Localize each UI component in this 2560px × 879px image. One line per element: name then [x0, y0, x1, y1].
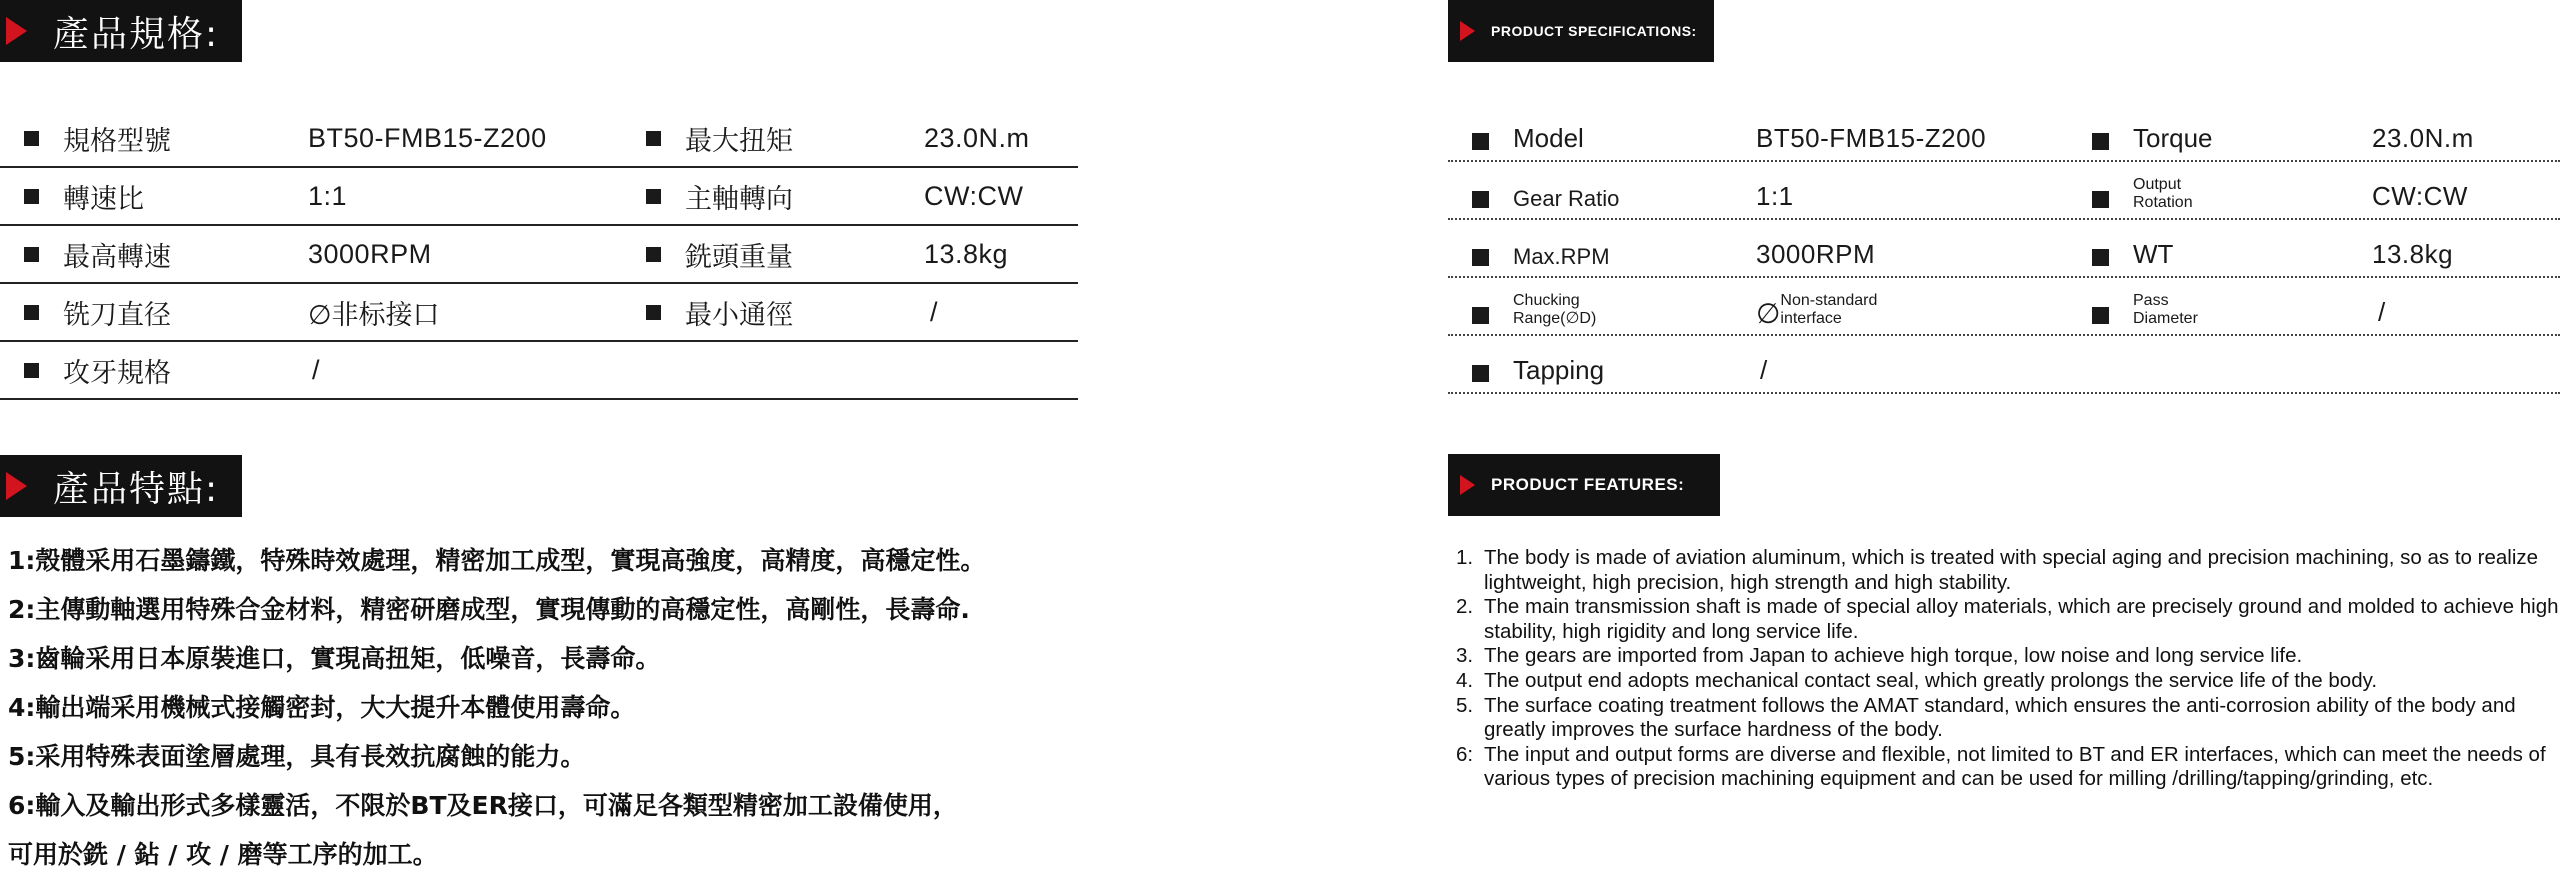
en-label: Model: [1513, 123, 1584, 153]
en-label: WT: [2133, 239, 2174, 269]
en-value: Non-standard: [1780, 292, 1878, 309]
cn-spec-header: [0, 0, 242, 62]
cn-feature-item: 6:輸入及輸出形式多樣靈活，不限於BT及ER接口，可滿足各類型精密加工設備使用，: [8, 791, 958, 820]
square-bullet-icon: [2092, 191, 2109, 208]
en-value: 3000RPM: [1756, 239, 1876, 269]
cn-value: CW:CW: [924, 180, 1024, 211]
en-spec-row: [1448, 104, 2560, 162]
en-value: CW:CW: [2372, 181, 2468, 211]
cn-label: 規格型號: [63, 125, 171, 157]
en-label: Torque: [2133, 123, 2213, 153]
en-spec-row: [1448, 162, 2560, 220]
square-bullet-icon: [24, 131, 39, 146]
square-bullet-icon: [646, 131, 661, 146]
cn-feature-item: 3:齒輪采用日本原裝進口，實現高扭矩，低噪音，長壽命。: [8, 644, 661, 673]
square-bullet-icon: [1472, 307, 1489, 324]
cn-value: /: [312, 354, 321, 385]
cn-label: 最小通徑: [685, 299, 793, 331]
en-value: /: [2378, 297, 2386, 327]
cn-feature-item: 2:主傳動軸選用特殊合金材料，精密研磨成型，實現傳動的高穩定性，高剛性，長壽命.: [8, 595, 970, 624]
cn-feature-item: 1:殼體采用石墨鑄鐵，特殊時效處理，精密加工成型，實現高強度，高精度，高穩定性。: [8, 546, 986, 575]
en-spec-header: [1448, 0, 1714, 62]
square-bullet-icon: [24, 247, 39, 262]
en-features-header: [1448, 454, 1720, 516]
cn-value: ∅非标接口: [308, 299, 440, 331]
en-feature-item: 4. The output end adopts mechanical contact seal, which greatly prolongs the service life of the body.: [1456, 668, 2378, 692]
square-bullet-icon: [1472, 365, 1489, 382]
en-value: 13.8kg: [2372, 239, 2454, 269]
en-label: Tapping: [1513, 355, 1605, 385]
cn-spec-row: [0, 226, 1078, 284]
red-triangle-icon: [6, 17, 27, 45]
en-label: Chucking: [1513, 292, 1580, 309]
en-spec-row: [1448, 278, 2560, 336]
en-spec-title: PRODUCT SPECIFICATIONS:: [1491, 23, 1697, 39]
cn-features-header: [0, 455, 242, 517]
square-bullet-icon: [2092, 133, 2109, 150]
cn-value: /: [930, 296, 939, 327]
en-label: Range(∅D): [1513, 310, 1597, 327]
cn-value: 23.0N.m: [924, 122, 1030, 153]
cn-spec-row: [0, 168, 1078, 226]
cn-features-title: 產品特點:: [53, 468, 220, 510]
en-label: Max.RPM: [1513, 244, 1610, 269]
square-bullet-icon: [24, 189, 39, 204]
en-label: Output: [2133, 176, 2182, 193]
square-bullet-icon: [24, 305, 39, 320]
square-bullet-icon: [646, 305, 661, 320]
square-bullet-icon: [24, 363, 39, 378]
cn-value: 1:1: [308, 180, 348, 211]
red-triangle-icon: [1460, 21, 1475, 41]
cn-spec-title: 產品規格:: [53, 13, 220, 55]
en-feature-item: 3. The gears are imported from Japan to achieve high torque, low noise and long service life.: [1456, 644, 2303, 668]
en-label: Gear Ratio: [1513, 186, 1620, 211]
square-bullet-icon: [646, 247, 661, 262]
cn-label: 銑頭重量: [685, 241, 793, 273]
red-triangle-icon: [6, 472, 27, 500]
cn-label: 铣刀直径: [63, 299, 171, 331]
en-spec-row: [1448, 336, 2560, 394]
cn-feature-item: 可用於銑 / 鉆 / 攻 / 磨等工序的加工。: [8, 840, 438, 869]
en-label: Diameter: [2133, 310, 2198, 327]
en-label: Rotation: [2133, 194, 2193, 211]
en-feature-item: 2. The main transmission shaft is made of special alloy materials, which are precisely ground and molded to achieve high stability, high rigidity and long service life.: [1456, 595, 2559, 643]
red-triangle-icon: [1460, 475, 1475, 495]
en-value: /: [1760, 355, 1768, 385]
cn-spec-row: [0, 284, 1078, 342]
square-bullet-icon: [1472, 249, 1489, 266]
cn-features-list: [8, 536, 1158, 879]
diameter-symbol: ∅: [1756, 298, 1781, 329]
square-bullet-icon: [1472, 133, 1489, 150]
cn-label: 最大扭矩: [685, 125, 793, 157]
cn-label: 最高轉速: [63, 241, 171, 273]
cn-label: 轉速比: [63, 183, 144, 215]
en-label: Pass: [2133, 292, 2169, 309]
en-value: BT50-FMB15-Z200: [1756, 123, 1987, 153]
en-feature-item: 6: The input and output forms are diverse and flexible, not limited to BT and ER interfaces, which can meet the needs of various types of precision machining equipment and can be used for milling /drilling/tapping/grinding, etc.: [1456, 742, 2546, 791]
cn-value: BT50-FMB15-Z200: [308, 122, 547, 153]
en-features-list: [1456, 546, 2560, 792]
cn-spec-row: [0, 110, 1078, 168]
square-bullet-icon: [2092, 307, 2109, 324]
cn-label: 攻牙規格: [63, 357, 171, 389]
cn-value: 13.8kg: [924, 238, 1009, 269]
cn-label: 主軸轉向: [685, 183, 793, 215]
square-bullet-icon: [2092, 249, 2109, 266]
cn-feature-item: 4:輸出端采用機械式接觸密封，大大提升本體使用壽命。: [8, 693, 636, 722]
en-spec-row: [1448, 220, 2560, 278]
en-value: 1:1: [1756, 181, 1794, 211]
en-features-title: PRODUCT FEATURES:: [1491, 475, 1685, 494]
square-bullet-icon: [646, 189, 661, 204]
en-value: 23.0N.m: [2372, 123, 2474, 153]
cn-spec-row: [0, 342, 1078, 400]
cn-feature-item: 5:采用特殊表面塗層處理，具有長效抗腐蝕的能力。: [8, 742, 586, 771]
en-value: interface: [1780, 310, 1842, 327]
cn-value: 3000RPM: [308, 238, 432, 269]
en-feature-item: 1. The body is made of aviation aluminum, which is treated with special aging and precision machining, so as to realize lightweight, high precision, high strength and high stability.: [1456, 546, 2539, 594]
square-bullet-icon: [1472, 191, 1489, 208]
en-feature-item: 5. The surface coating treatment follows the AMAT standard, which ensures the anti-corrosion ability of the body and greatly improves the surface hardness of the body.: [1456, 693, 2516, 742]
